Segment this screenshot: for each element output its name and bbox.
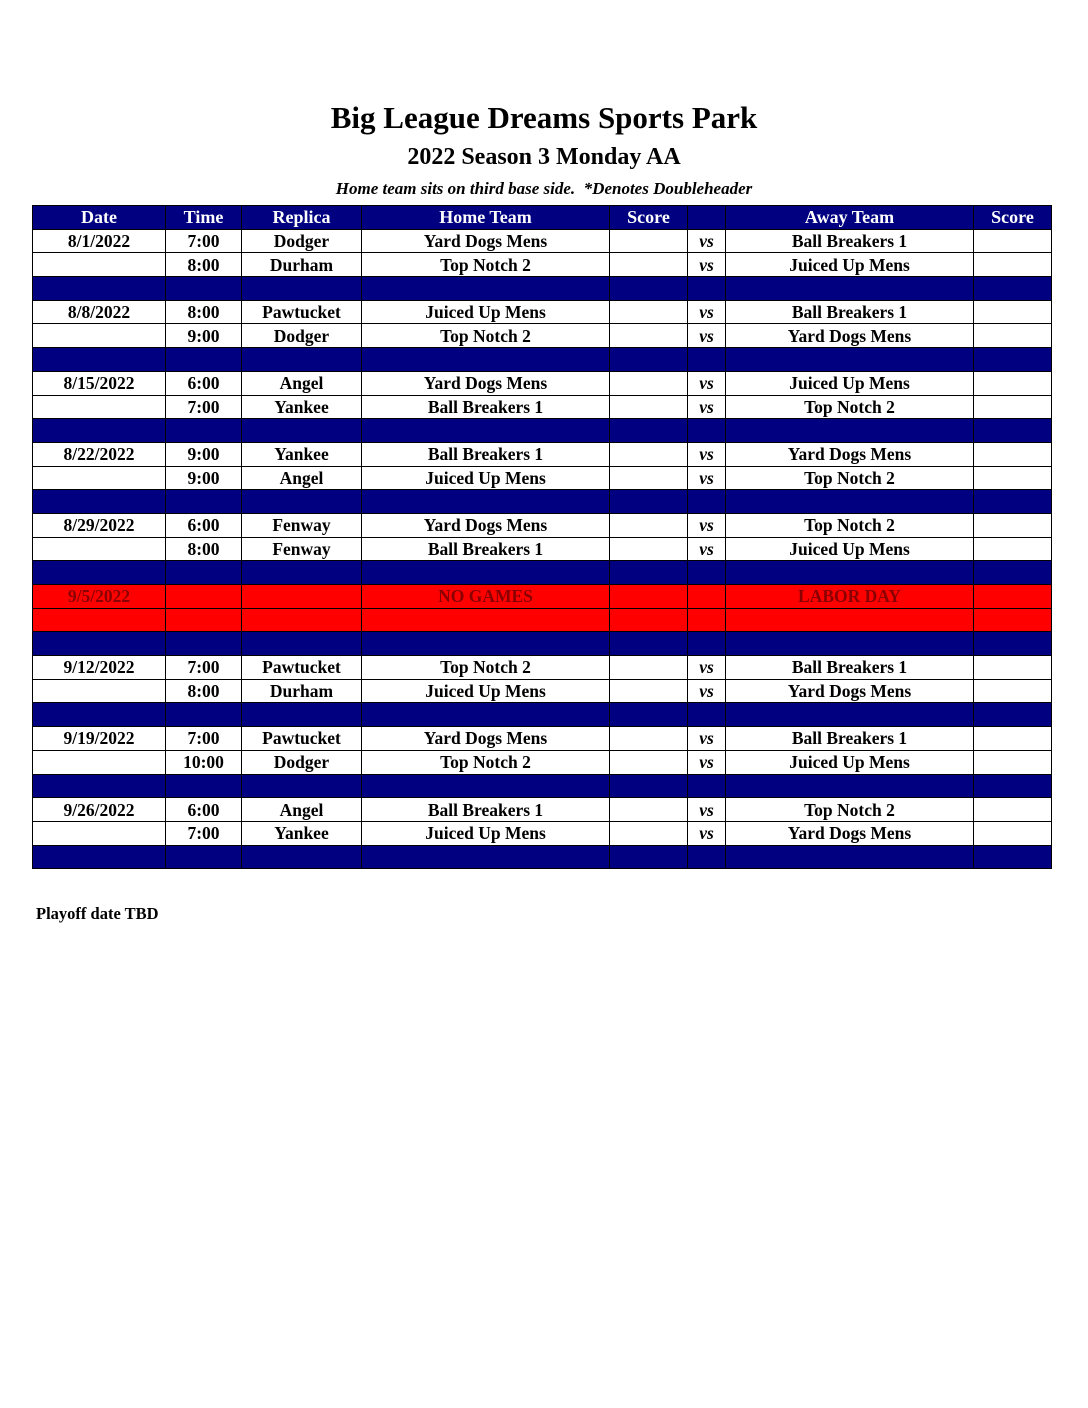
cell-replica: Angel xyxy=(242,371,362,395)
cell-away-team xyxy=(726,277,974,301)
cell-time: 8:00 xyxy=(166,679,242,703)
cell-replica xyxy=(242,703,362,727)
cell-home-score xyxy=(610,608,688,632)
separator-row xyxy=(33,774,1052,798)
cell-date: 8/29/2022 xyxy=(33,513,166,537)
cell-home-team: Juiced Up Mens xyxy=(362,679,610,703)
cell-away-team: Juiced Up Mens xyxy=(726,371,974,395)
cell-home-score xyxy=(610,490,688,514)
cell-away-score xyxy=(974,561,1052,585)
cell-date xyxy=(33,419,166,443)
cell-home-team xyxy=(362,632,610,656)
page-note: Home team sits on third base side. *Denotes Doubleheader xyxy=(335,179,753,198)
cell-home-team xyxy=(362,774,610,798)
cell-away-score xyxy=(974,774,1052,798)
cell-away-team xyxy=(726,774,974,798)
cell-time xyxy=(166,585,242,609)
cell-home-score xyxy=(610,821,688,845)
cell-away-team xyxy=(726,490,974,514)
cell-away-score xyxy=(974,253,1052,277)
cell-replica xyxy=(242,561,362,585)
cell-away-score xyxy=(974,585,1052,609)
cell-away-score xyxy=(974,703,1052,727)
cell-vs xyxy=(688,632,726,656)
cell-home-team: Top Notch 2 xyxy=(362,656,610,680)
game-row xyxy=(33,750,1052,774)
cell-vs: vs xyxy=(688,300,726,324)
cell-time: 7:00 xyxy=(166,821,242,845)
cell-away-score xyxy=(974,442,1052,466)
cell-replica: Fenway xyxy=(242,513,362,537)
cell-vs: vs xyxy=(688,371,726,395)
cell-away-score xyxy=(974,513,1052,537)
cell-away-team xyxy=(726,348,974,372)
cell-away-team: Juiced Up Mens xyxy=(726,253,974,277)
cell-date xyxy=(33,750,166,774)
game-row xyxy=(33,798,1052,822)
cell-vs xyxy=(688,277,726,301)
page-subtitle: 2022 Season 3 Monday AA xyxy=(407,144,681,170)
cell-replica: Durham xyxy=(242,679,362,703)
separator-row xyxy=(33,419,1052,443)
cell-vs: vs xyxy=(688,821,726,845)
cell-away-score xyxy=(974,324,1052,348)
cell-replica: Angel xyxy=(242,798,362,822)
cell-away-score xyxy=(974,608,1052,632)
cell-home-score xyxy=(610,632,688,656)
game-row xyxy=(33,537,1052,561)
cell-away-team: Top Notch 2 xyxy=(726,798,974,822)
cell-home-score xyxy=(610,395,688,419)
cell-home-score xyxy=(610,798,688,822)
game-row xyxy=(33,466,1052,490)
separator-row xyxy=(33,845,1052,869)
cell-vs: vs xyxy=(688,537,726,561)
cell-date: 9/26/2022 xyxy=(33,798,166,822)
cell-date xyxy=(33,466,166,490)
cell-home-team: Yard Dogs Mens xyxy=(362,727,610,751)
cell-vs: vs xyxy=(688,229,726,253)
game-row xyxy=(33,395,1052,419)
cell-away-team: Top Notch 2 xyxy=(726,395,974,419)
separator-row xyxy=(33,632,1052,656)
cell-away-team: Ball Breakers 1 xyxy=(726,229,974,253)
cell-away-team: Ball Breakers 1 xyxy=(726,300,974,324)
holiday-row xyxy=(33,585,1052,609)
cell-away-team xyxy=(726,419,974,443)
cell-time: 9:00 xyxy=(166,442,242,466)
cell-home-team: Ball Breakers 1 xyxy=(362,537,610,561)
cell-date: 9/19/2022 xyxy=(33,727,166,751)
cell-home-score xyxy=(610,774,688,798)
cell-replica xyxy=(242,490,362,514)
column-header-vs xyxy=(688,206,726,230)
cell-time: 6:00 xyxy=(166,513,242,537)
cell-date: 8/15/2022 xyxy=(33,371,166,395)
cell-replica: Pawtucket xyxy=(242,727,362,751)
cell-away-score xyxy=(974,300,1052,324)
cell-away-score xyxy=(974,277,1052,301)
cell-time xyxy=(166,632,242,656)
cell-vs: vs xyxy=(688,679,726,703)
cell-replica: Dodger xyxy=(242,750,362,774)
cell-away-team: Top Notch 2 xyxy=(726,513,974,537)
cell-home-score xyxy=(610,371,688,395)
cell-away-score xyxy=(974,845,1052,869)
cell-date: 9/5/2022 xyxy=(33,585,166,609)
cell-home-team: Yard Dogs Mens xyxy=(362,229,610,253)
cell-away-team: Ball Breakers 1 xyxy=(726,727,974,751)
cell-date xyxy=(33,632,166,656)
cell-away-score xyxy=(974,371,1052,395)
cell-home-team: Yard Dogs Mens xyxy=(362,371,610,395)
cell-time xyxy=(166,490,242,514)
cell-home-score xyxy=(610,561,688,585)
cell-date xyxy=(33,845,166,869)
cell-home-score xyxy=(610,679,688,703)
cell-replica xyxy=(242,348,362,372)
cell-date xyxy=(33,395,166,419)
cell-time: 9:00 xyxy=(166,324,242,348)
cell-replica: Yankee xyxy=(242,821,362,845)
cell-time: 8:00 xyxy=(166,300,242,324)
cell-away-score xyxy=(974,821,1052,845)
cell-time xyxy=(166,419,242,443)
cell-time xyxy=(166,774,242,798)
separator-row xyxy=(33,348,1052,372)
game-row xyxy=(33,727,1052,751)
cell-time: 8:00 xyxy=(166,253,242,277)
cell-home-score xyxy=(610,419,688,443)
cell-home-score xyxy=(610,442,688,466)
game-row xyxy=(33,442,1052,466)
cell-away-team xyxy=(726,632,974,656)
cell-date: 9/12/2022 xyxy=(33,656,166,680)
cell-home-team: Top Notch 2 xyxy=(362,324,610,348)
cell-time: 8:00 xyxy=(166,537,242,561)
column-header-replica: Replica xyxy=(242,206,362,230)
cell-time: 7:00 xyxy=(166,229,242,253)
cell-away-team xyxy=(726,608,974,632)
cell-away-score xyxy=(974,419,1052,443)
cell-replica xyxy=(242,774,362,798)
cell-date xyxy=(33,703,166,727)
column-header-home-team: Home Team xyxy=(362,206,610,230)
cell-date xyxy=(33,253,166,277)
cell-vs: vs xyxy=(688,513,726,537)
cell-home-team: Ball Breakers 1 xyxy=(362,442,610,466)
cell-away-team xyxy=(726,845,974,869)
cell-away-score xyxy=(974,490,1052,514)
game-row xyxy=(33,679,1052,703)
cell-home-team: Juiced Up Mens xyxy=(362,821,610,845)
cell-replica: Dodger xyxy=(242,324,362,348)
cell-home-score xyxy=(610,703,688,727)
cell-home-score xyxy=(610,537,688,561)
separator-row xyxy=(33,703,1052,727)
cell-time xyxy=(166,608,242,632)
cell-away-score xyxy=(974,537,1052,561)
cell-vs xyxy=(688,490,726,514)
cell-date xyxy=(33,679,166,703)
cell-away-team: Juiced Up Mens xyxy=(726,750,974,774)
cell-home-team: Ball Breakers 1 xyxy=(362,798,610,822)
cell-replica xyxy=(242,632,362,656)
cell-home-score xyxy=(610,277,688,301)
cell-away-score xyxy=(974,727,1052,751)
table-header-row xyxy=(33,206,1052,230)
cell-time xyxy=(166,845,242,869)
cell-home-team: Juiced Up Mens xyxy=(362,466,610,490)
cell-replica: Yankee xyxy=(242,442,362,466)
cell-time: 7:00 xyxy=(166,395,242,419)
cell-vs xyxy=(688,703,726,727)
cell-home-score xyxy=(610,253,688,277)
cell-away-team: Yard Dogs Mens xyxy=(726,679,974,703)
cell-home-score xyxy=(610,585,688,609)
cell-home-score xyxy=(610,513,688,537)
cell-date xyxy=(33,324,166,348)
cell-replica: Fenway xyxy=(242,537,362,561)
cell-home-score xyxy=(610,300,688,324)
cell-replica xyxy=(242,419,362,443)
cell-time: 7:00 xyxy=(166,656,242,680)
cell-home-team xyxy=(362,490,610,514)
cell-away-team xyxy=(726,561,974,585)
cell-home-team: NO GAMES xyxy=(362,585,610,609)
cell-vs: vs xyxy=(688,727,726,751)
cell-time: 6:00 xyxy=(166,371,242,395)
cell-vs xyxy=(688,845,726,869)
cell-away-team: Juiced Up Mens xyxy=(726,537,974,561)
cell-vs xyxy=(688,348,726,372)
cell-away-score xyxy=(974,229,1052,253)
cell-away-score xyxy=(974,798,1052,822)
holiday-row xyxy=(33,608,1052,632)
page-title: Big League Dreams Sports Park xyxy=(330,100,758,135)
cell-time: 6:00 xyxy=(166,798,242,822)
cell-date: 8/1/2022 xyxy=(33,229,166,253)
cell-replica: Yankee xyxy=(242,395,362,419)
cell-vs: vs xyxy=(688,395,726,419)
cell-vs: vs xyxy=(688,750,726,774)
column-header-away-score: Score xyxy=(974,206,1052,230)
column-header-date: Date xyxy=(33,206,166,230)
column-header-time: Time xyxy=(166,206,242,230)
separator-row xyxy=(33,561,1052,585)
cell-time xyxy=(166,348,242,372)
cell-vs: vs xyxy=(688,442,726,466)
cell-vs: vs xyxy=(688,798,726,822)
cell-home-score xyxy=(610,845,688,869)
cell-home-score xyxy=(610,466,688,490)
cell-home-score xyxy=(610,324,688,348)
cell-away-team: Yard Dogs Mens xyxy=(726,324,974,348)
cell-away-team: Ball Breakers 1 xyxy=(726,656,974,680)
cell-date xyxy=(33,821,166,845)
cell-vs: vs xyxy=(688,253,726,277)
cell-home-team xyxy=(362,845,610,869)
cell-away-score xyxy=(974,466,1052,490)
separator-row xyxy=(33,277,1052,301)
cell-date xyxy=(33,537,166,561)
cell-home-team: Juiced Up Mens xyxy=(362,300,610,324)
cell-away-team: Top Notch 2 xyxy=(726,466,974,490)
footer-note: Playoff date TBD xyxy=(36,904,159,923)
cell-replica xyxy=(242,585,362,609)
cell-home-team: Yard Dogs Mens xyxy=(362,513,610,537)
cell-date xyxy=(33,774,166,798)
cell-replica: Durham xyxy=(242,253,362,277)
cell-date xyxy=(33,561,166,585)
cell-home-team: Top Notch 2 xyxy=(362,750,610,774)
cell-vs xyxy=(688,419,726,443)
game-row xyxy=(33,513,1052,537)
cell-time: 9:00 xyxy=(166,466,242,490)
cell-date xyxy=(33,608,166,632)
cell-away-score xyxy=(974,632,1052,656)
cell-home-team: Top Notch 2 xyxy=(362,253,610,277)
cell-vs: vs xyxy=(688,656,726,680)
game-row xyxy=(33,656,1052,680)
cell-date: 8/22/2022 xyxy=(33,442,166,466)
cell-vs xyxy=(688,585,726,609)
cell-away-score xyxy=(974,656,1052,680)
cell-time: 10:00 xyxy=(166,750,242,774)
game-row xyxy=(33,324,1052,348)
cell-home-score xyxy=(610,229,688,253)
cell-home-team xyxy=(362,419,610,443)
cell-vs xyxy=(688,774,726,798)
cell-date: 8/8/2022 xyxy=(33,300,166,324)
cell-vs xyxy=(688,561,726,585)
cell-home-team xyxy=(362,703,610,727)
cell-replica: Angel xyxy=(242,466,362,490)
cell-home-team xyxy=(362,348,610,372)
cell-home-team xyxy=(362,561,610,585)
cell-home-team: Ball Breakers 1 xyxy=(362,395,610,419)
cell-away-team: Yard Dogs Mens xyxy=(726,442,974,466)
schedule-table xyxy=(32,205,1052,869)
cell-date xyxy=(33,490,166,514)
game-row xyxy=(33,371,1052,395)
cell-replica: Pawtucket xyxy=(242,656,362,680)
cell-time xyxy=(166,277,242,301)
cell-home-team xyxy=(362,277,610,301)
cell-home-score xyxy=(610,727,688,751)
cell-away-team xyxy=(726,703,974,727)
cell-home-score xyxy=(610,348,688,372)
game-row xyxy=(33,821,1052,845)
cell-replica xyxy=(242,608,362,632)
cell-away-score xyxy=(974,679,1052,703)
cell-time xyxy=(166,703,242,727)
cell-replica: Pawtucket xyxy=(242,300,362,324)
schedule-body xyxy=(33,229,1052,869)
game-row xyxy=(33,300,1052,324)
cell-vs: vs xyxy=(688,324,726,348)
cell-time xyxy=(166,561,242,585)
cell-away-team: Yard Dogs Mens xyxy=(726,821,974,845)
cell-replica xyxy=(242,277,362,301)
cell-replica xyxy=(242,845,362,869)
game-row xyxy=(33,253,1052,277)
cell-vs xyxy=(688,608,726,632)
cell-home-score xyxy=(610,656,688,680)
cell-replica: Dodger xyxy=(242,229,362,253)
separator-row xyxy=(33,490,1052,514)
cell-date xyxy=(33,277,166,301)
cell-date xyxy=(33,348,166,372)
column-header-home-score: Score xyxy=(610,206,688,230)
cell-away-team: LABOR DAY xyxy=(726,585,974,609)
cell-vs: vs xyxy=(688,466,726,490)
cell-time: 7:00 xyxy=(166,727,242,751)
cell-away-score xyxy=(974,348,1052,372)
cell-away-score xyxy=(974,750,1052,774)
cell-home-team xyxy=(362,608,610,632)
column-header-away-team: Away Team xyxy=(726,206,974,230)
cell-home-score xyxy=(610,750,688,774)
game-row xyxy=(33,229,1052,253)
cell-away-score xyxy=(974,395,1052,419)
